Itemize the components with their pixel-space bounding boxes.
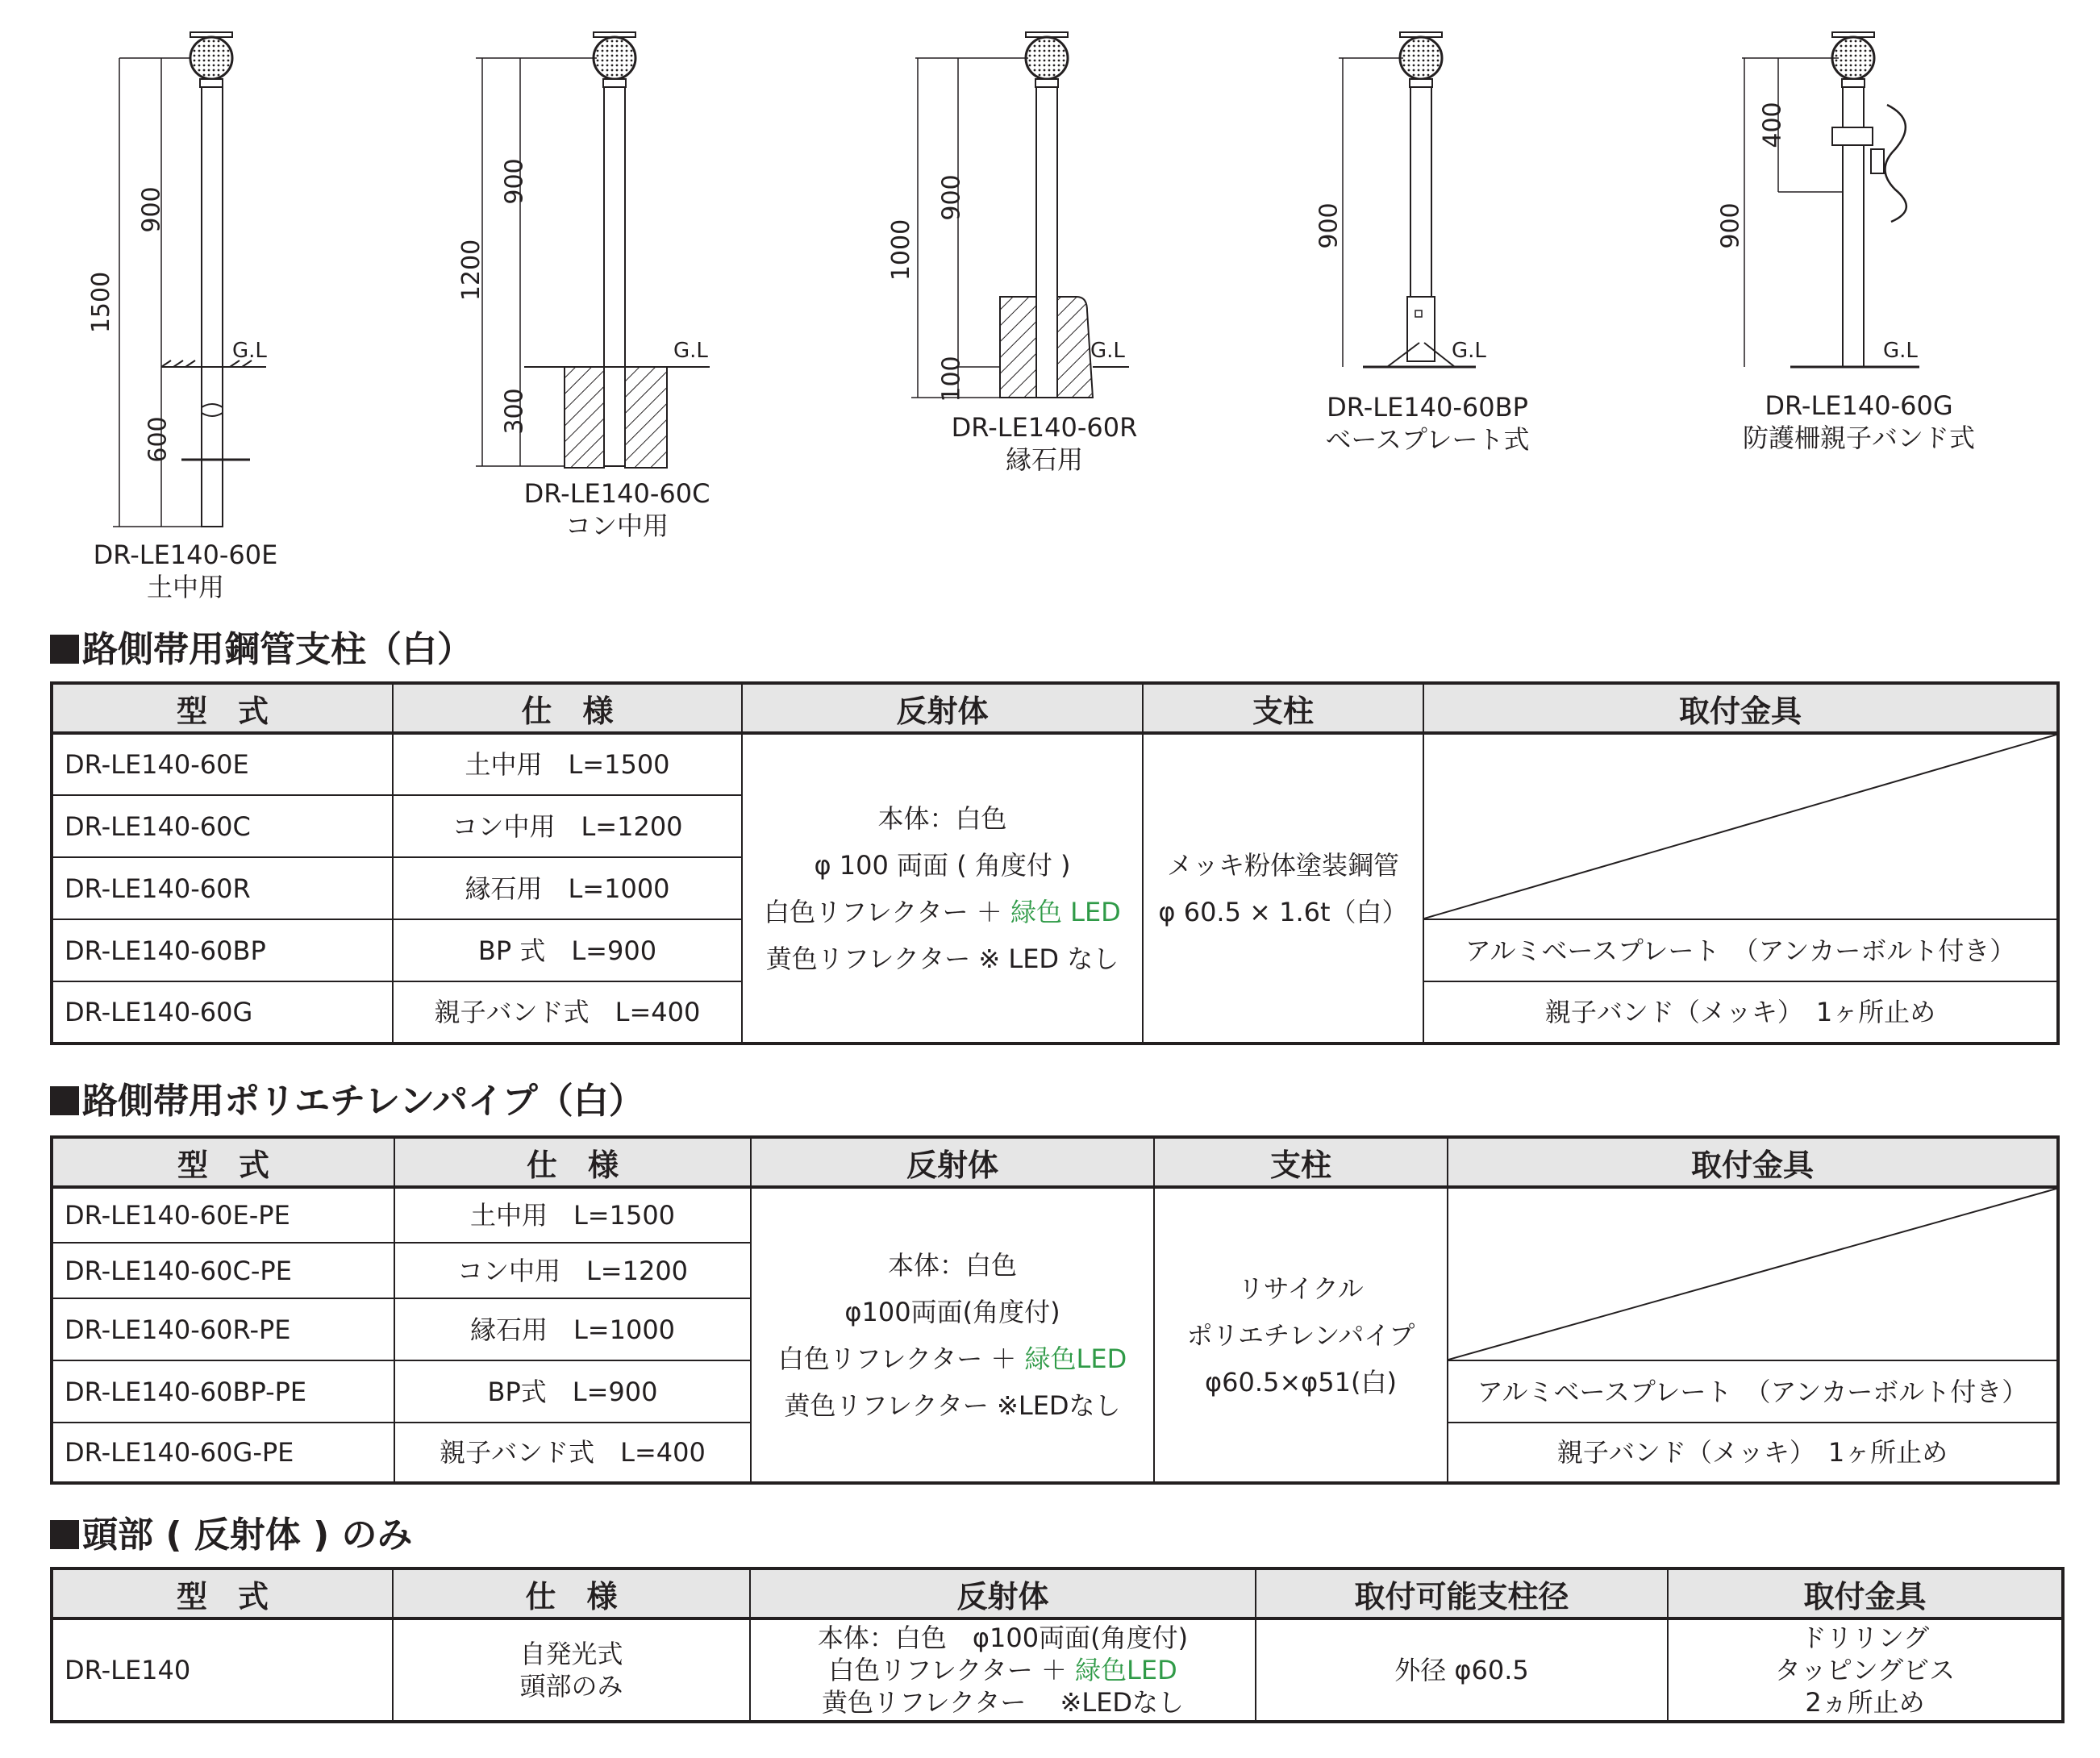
table-header-row [52,1137,2058,1187]
col-header-post: 支柱 [1154,1137,1448,1187]
reflector-white: 白色リフレクター ＋ [777,1343,1025,1374]
figure-model: DR-LE140-60BP [1327,392,1528,423]
col-header-fittings: 取付金具 [1423,683,2058,733]
figure-model: DR-LE140-60R [951,412,1138,443]
col-header-post: 支柱 [1143,683,1423,733]
post-line: リサイクル [1238,1273,1364,1304]
cell-reflector [750,1618,1256,1722]
figure-use: 縁石用 [1005,444,1083,475]
col-header-reflector: 反射体 [742,683,1143,733]
cell-fittings [1668,1618,2063,1722]
post-line: φ 60.5 × 1.6t（白） [1158,896,1408,927]
reflector-line: 本体：白色 [877,802,1007,834]
dim-label: 900 [1716,202,1745,249]
col-header-model: 型 式 [52,683,393,733]
drawing-60bp [1339,32,1476,367]
figure-use: 土中用 [146,572,224,602]
gl-label: G.L [673,339,708,363]
col-header-post-diameter: 取付可能支柱径 [1256,1568,1668,1618]
reflector-line: 本体：白色 [887,1249,1017,1281]
section-title-text: 路側帯用ポリエチレンパイプ（白） [82,1081,644,1122]
cell-spec: BP 式 L=900 [393,919,742,981]
figure-use: ベースプレート式 [1325,424,1530,455]
cell-fittings-na [1423,733,2058,919]
cell-model: DR-LE140-60R [52,857,393,919]
cell-model: DR-LE140-60G-PE [52,1423,394,1483]
table-row [52,733,2058,795]
dim-label: 600 [144,416,173,463]
cell-model: DR-LE140 [52,1618,393,1722]
diagonal-slash [1448,1189,2056,1360]
figure-use: 防護柵親子バンド式 [1742,423,1975,453]
cell-post-diameter: 外径 φ60.5 [1256,1618,1668,1722]
bullet-square-icon [50,635,79,664]
table-header-row [52,1568,2063,1618]
reflector-line: 黄色リフレクター ※LEDなし [784,1389,1121,1421]
reflector-line [762,1654,1244,1686]
dim-label: 900 [137,186,166,233]
dim-label: 100 [937,356,966,402]
reflector-line: φ100両面(角度付) [844,1296,1060,1327]
cell-spec: 縁石用 L=1000 [394,1298,751,1360]
col-header-reflector: 反射体 [750,1568,1256,1618]
dim-label: 900 [937,174,966,221]
post-line: φ60.5×φ51(白) [1205,1366,1397,1398]
cell-model: DR-LE140-60E-PE [52,1187,394,1243]
cell-model: DR-LE140-60R-PE [52,1298,394,1360]
dim-label: 400 [1758,102,1787,148]
cell-model: DR-LE140-60G [52,981,393,1044]
reflector-line: 黄色リフレクター ※LEDなし [821,1687,1185,1718]
cell-model: DR-LE140-60C-PE [52,1243,394,1298]
col-header-spec: 仕 様 [393,1568,750,1618]
col-header-model: 型 式 [52,1568,393,1618]
table-row [52,1187,2058,1243]
reflector-green-led: 緑色LED [1075,1655,1177,1685]
cell-fittings: アルミベースプレート （アンカーボルト付き） [1423,919,2058,981]
cell-post [1143,733,1423,1044]
cell-spec: BP式 L=900 [394,1360,751,1423]
dim-label: 1200 [457,239,486,302]
cell-post [1154,1187,1448,1483]
cell-reflector [751,1187,1154,1483]
col-header-fittings: 取付金具 [1668,1568,2063,1618]
reflector-line [754,889,1131,935]
cell-spec: 縁石用 L=1000 [393,857,742,919]
reflector-line: 本体：白色 φ100両面(角度付) [817,1623,1189,1653]
figure-model: DR-LE140-60E [93,539,278,570]
section-title-text: 路側帯用鋼管支柱（白） [82,629,473,670]
gl-label: G.L [1090,339,1125,363]
cell-fittings-na [1448,1187,2058,1360]
drawing-60g [1742,32,1919,367]
cell-fittings: アルミベースプレート （アンカーボルト付き） [1448,1360,2058,1423]
cell-spec: コン中用 L=1200 [393,795,742,857]
fitting-line: タッピングビス [1774,1655,1956,1685]
cell-spec [393,1618,750,1722]
section-title-pe [50,1081,644,1123]
section-title-head-only [50,1514,413,1556]
reflector-line [763,1335,1142,1382]
col-header-model: 型 式 [52,1137,394,1187]
dim-label: 900 [500,158,529,205]
fitting-line: 2ヵ所止め [1805,1687,1925,1718]
figure-caption [935,411,1153,476]
figure-caption [81,539,290,603]
figure-use: コン中用 [565,510,669,541]
gl-label: G.L [1452,339,1486,363]
figure-model: DR-LE140-60G [1765,390,1953,421]
col-header-reflector: 反射体 [751,1137,1154,1187]
reflector-line: 黄色リフレクター ※ LED なし [765,943,1119,974]
gl-label: G.L [1883,339,1918,363]
section-title-text: 頭部 ( 反射体 ) のみ [82,1514,413,1556]
figure-model: DR-LE140-60C [523,478,710,509]
cell-fittings: 親子バンド（メッキ） 1ヶ所止め [1423,981,2058,1044]
post-line: ポリエチレンパイプ [1186,1319,1415,1351]
cell-spec: 土中用 L=1500 [393,733,742,795]
table-header-row [52,683,2058,733]
reflector-green-led: 緑色LED [1024,1343,1127,1374]
product-drawings [0,0,2100,613]
table-row [52,1618,2063,1722]
drawing-60e [113,32,266,527]
bullet-square-icon [50,1520,79,1549]
col-header-spec: 仕 様 [393,683,742,733]
diagonal-slash [1424,735,2056,919]
cell-model: DR-LE140-60BP [52,919,393,981]
table-head-only [50,1567,2065,1723]
post-line: メッキ粉体塗装鋼管 [1166,849,1399,881]
table-pe-pipe [50,1135,2060,1485]
reflector-line: φ 100 両面 ( 角度付 ) [814,849,1071,881]
cell-spec: 土中用 L=1500 [394,1187,751,1243]
table-steel-post [50,681,2060,1045]
cell-spec: 親子バンド式 L=400 [393,981,742,1044]
dim-label: 900 [1315,202,1344,249]
figure-caption [1306,391,1548,456]
cell-reflector [742,733,1143,1044]
cell-fittings: 親子バンド（メッキ） 1ヶ所止め [1448,1423,2058,1483]
col-header-spec: 仕 様 [394,1137,751,1187]
fitting-line: ドリリング [1800,1623,1930,1653]
dim-label: 1000 [887,219,916,281]
reflector-white: 白色リフレクター ＋ [764,896,1010,927]
cell-model: DR-LE140-60E [52,733,393,795]
cell-spec: 親子バンド式 L=400 [394,1423,751,1483]
gl-label: G.L [232,339,267,363]
dim-label: 1500 [87,271,116,334]
spec-line: 自発光式 [519,1639,623,1669]
spec-line: 頭部のみ [519,1671,623,1702]
cell-model: DR-LE140-60C [52,795,393,857]
bullet-square-icon [50,1086,79,1115]
reflector-white: 白色リフレクター ＋ [828,1655,1076,1685]
cell-spec: コン中用 L=1200 [394,1243,751,1298]
dim-label: 300 [500,388,529,435]
col-header-fittings: 取付金具 [1448,1137,2058,1187]
cell-model: DR-LE140-60BP-PE [52,1360,394,1423]
section-title-steel [50,629,473,671]
figure-caption [508,477,726,542]
figure-caption [1726,390,1992,454]
reflector-green-led: 緑色 LED [1010,896,1121,927]
